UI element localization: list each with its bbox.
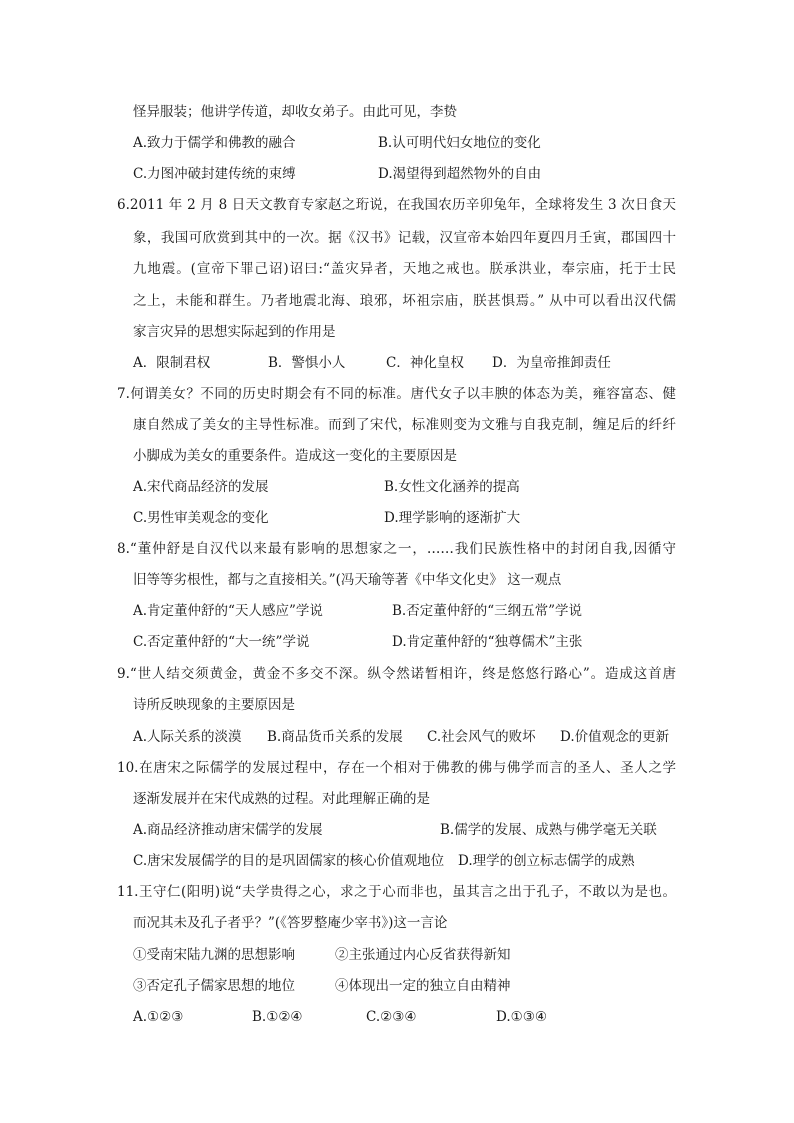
q8-option-b: B.否定董仲舒的“三纲五常”学说 xyxy=(392,603,583,619)
q9-stem-line-2: 诗所反映现象的主要原因是 xyxy=(133,697,295,713)
q11-option-b: B.①②④ xyxy=(252,1009,303,1025)
q7-stem-line-3: 小脚成为美女的重要条件。造成这一变化的主要原因是 xyxy=(133,448,457,464)
q7-option-a: A.宋代商品经济的发展 xyxy=(133,479,269,495)
q10-stem-line-1: 10.在唐宋之际儒学的发展过程中，存在一个相对于佛教的佛与佛学而言的圣人、圣人之学 xyxy=(117,760,676,776)
q9-option-a: A.人际关系的淡漠 xyxy=(133,729,242,745)
q10-stem-line-2: 逐渐发展并在宋代成熟的过程。对此理解正确的是 xyxy=(133,791,430,807)
q7-stem-line-2: 康自然成了美女的主导性标准。而到了宋代，标准则变为文雅与自我克制，缠足后的纤纤 xyxy=(133,417,676,433)
q9-option-c: C.社会风气的败坏 xyxy=(427,729,536,745)
q6-stem-line-4: 之上，未能和群生。乃者地震北海、琅邪，坏祖宗庙，朕甚惧焉。” 从中可以看出汉代儒 xyxy=(133,293,676,309)
q11-option-a: A.①②③ xyxy=(133,1009,184,1025)
q9-option-d: D.价值观念的更新 xyxy=(560,729,670,745)
q7-option-b: B.女性文化涵养的提高 xyxy=(384,479,520,495)
q10-option-d: D.理学的创立标志儒学的成熟 xyxy=(458,853,635,869)
q6-option-c: C．神化皇权 xyxy=(386,355,464,371)
q11-statement-4: ④体现出一定的独立自由精神 xyxy=(335,978,511,994)
q5-option-d: D.渴望得到超然物外的自由 xyxy=(378,166,542,182)
q6-option-d: D．为皇帝推卸责任 xyxy=(492,355,611,371)
q10-option-c: C.唐宋发展儒学的目的是巩固儒家的核心价值观地位 xyxy=(133,853,445,869)
q8-option-a: A.肯定董仲舒的“天人感应”学说 xyxy=(133,603,323,619)
q10-option-b: B.儒学的发展、成熟与佛学毫无关联 xyxy=(440,822,657,838)
q6-stem-line-5: 家言灾异的思想实际起到的作用是 xyxy=(133,324,336,340)
q11-statement-3: ③否定孔子儒家思想的地位 xyxy=(133,978,295,994)
q6-option-a: A．限制君权 xyxy=(133,355,211,371)
q6-stem-line-3: 九地震。(宣帝下罪己诏)诏曰:“盖灾异者，天地之戒也。朕承洪业，奉宗庙，托于士民 xyxy=(133,261,676,277)
q10-option-a: A.商品经济推动唐宋儒学的发展 xyxy=(133,822,323,838)
q5-option-b: B.认可明代妇女地位的变化 xyxy=(378,135,541,151)
q11-statement-1: ①受南宋陆九渊的思想影响 xyxy=(133,947,295,963)
q11-option-d: D.①③④ xyxy=(496,1009,547,1025)
q8-option-d: D.肯定董仲舒的“独尊儒术”主张 xyxy=(392,634,583,650)
q11-stem-line-2: 而况其未及孔子者乎？”(《答罗整庵少宰书》)这一言论 xyxy=(133,915,448,931)
q5-option-a: A.致力于儒学和佛教的融合 xyxy=(133,135,296,151)
q11-statement-2: ②主张通过内心反省获得新知 xyxy=(335,947,511,963)
q8-stem-line-2: 旧等等劣根性，都与之直接相关。”(冯天瑜等著《中华文化史》 这一观点 xyxy=(133,572,562,588)
q11-stem-line-1: 11.王守仁(阳明)说“夫学贵得之心，求之于心而非也，虽其言之出于孔子，不敢以为是也。 xyxy=(117,884,676,900)
q5-option-c: C.力图冲破封建传统的束缚 xyxy=(133,166,296,182)
q6-stem-line-1: 6.2011 年 2 月 8 日天文教育专家赵之珩说，在我国农历辛卯兔年，全球将发生 3 次日食天 xyxy=(117,197,676,213)
q6-option-b: B．警惧小人 xyxy=(268,355,346,371)
q9-stem-line-1: 9.“世人结交须黄金，黄金不多交不深。纵令然诺暂相许，终是悠悠行路心”。造成这首唐 xyxy=(117,666,676,682)
q7-option-d: D.理学影响的逐渐扩大 xyxy=(384,510,521,526)
q7-option-c: C.男性审美观念的变化 xyxy=(133,510,269,526)
q9-option-b: B.商品货币关系的发展 xyxy=(267,729,403,745)
q6-stem-line-2: 象，我国可欣赏到其中的一次。据《汉书》记载，汉宣帝本始四年夏四月壬寅，郡国四十 xyxy=(133,230,676,246)
q5-stem-line-1: 怪异服装；他讲学传道，却收女弟子。由此可见，李贽 xyxy=(133,104,457,120)
q8-option-c: C.否定董仲舒的“大一统”学说 xyxy=(133,634,310,650)
q11-option-c: C.②③④ xyxy=(366,1009,417,1025)
q8-stem-line-1: 8.“董仲舒是自汉代以来最有影响的思想家之一，……我们民族性格中的封闭自我,因循守 xyxy=(117,541,676,557)
q7-stem-line-1: 7.何谓美女？不同的历史时期会有不同的标准。唐代女子以丰腴的体态为美，雍容富态、健 xyxy=(117,386,676,402)
